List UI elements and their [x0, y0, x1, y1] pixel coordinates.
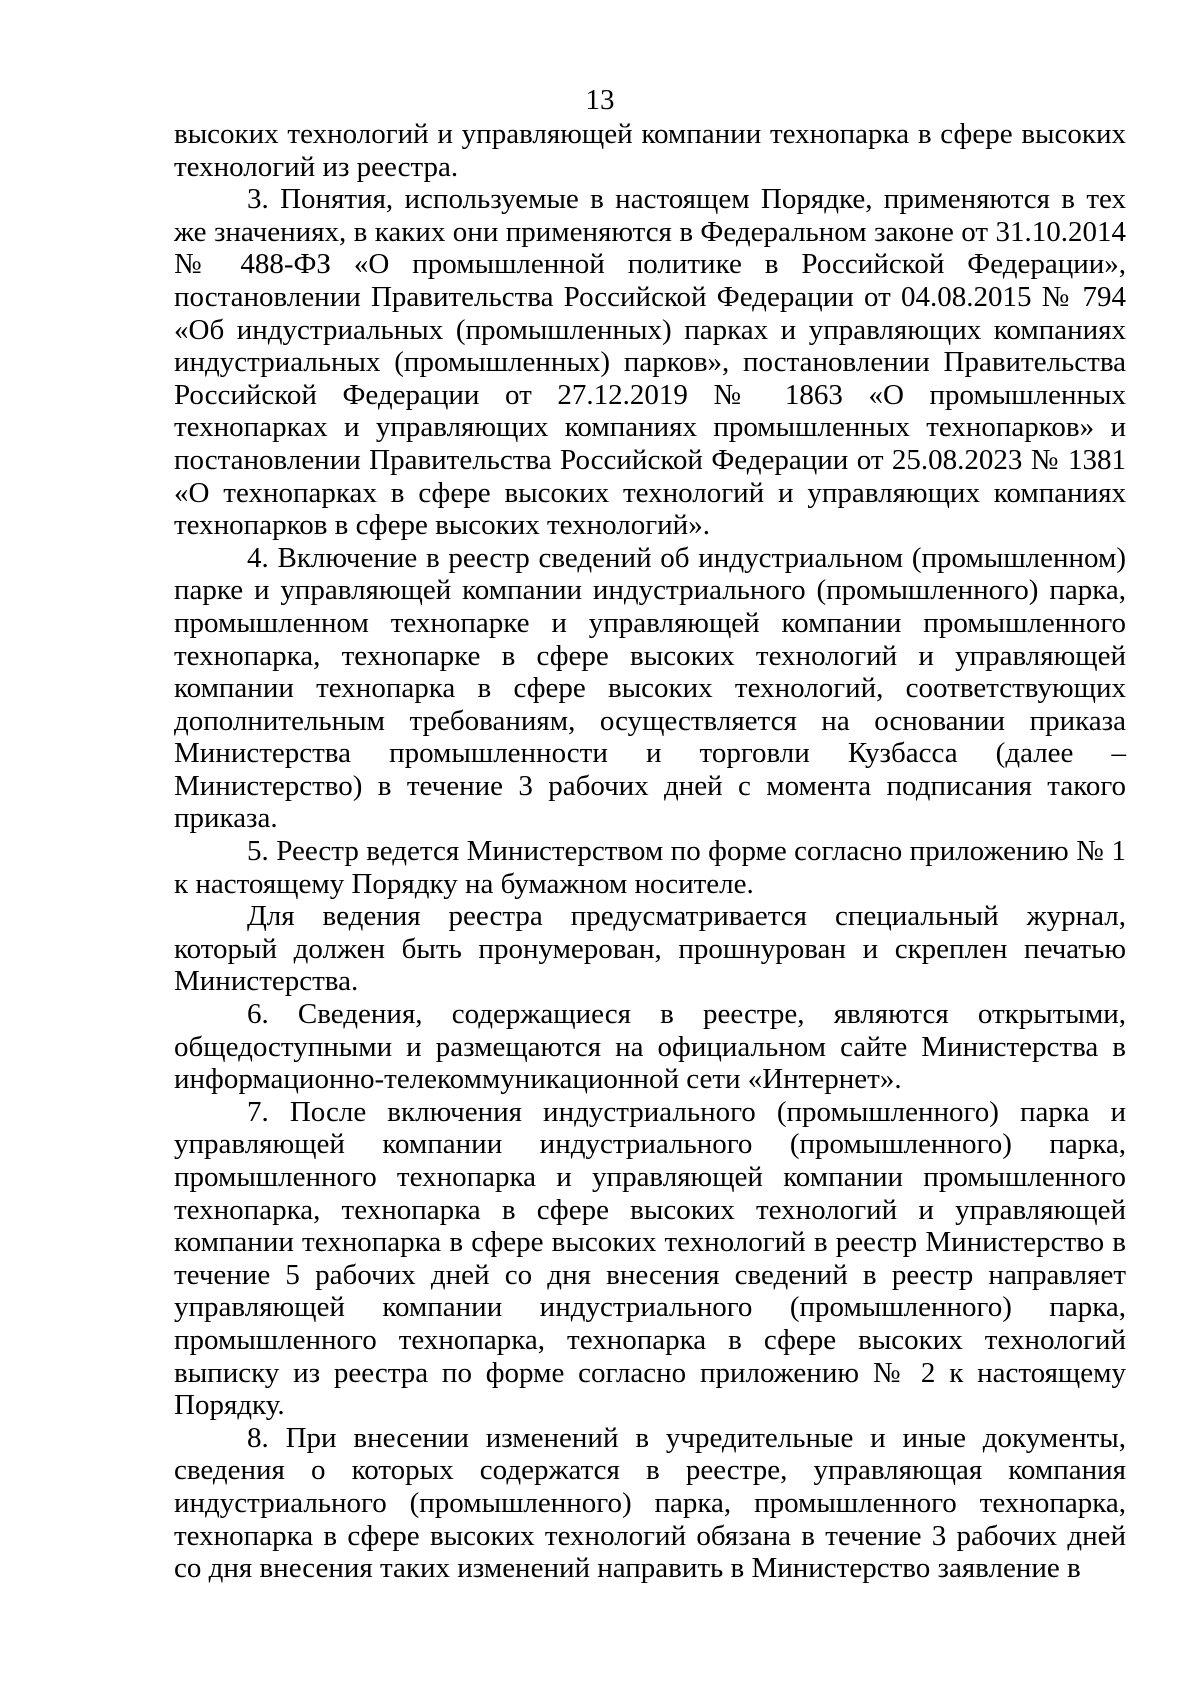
- paragraph-item-3: 3. Понятия, используемые в настоящем Порядке, применяются в тех же значениях, в каких они применяются в Федеральном законе от 31.10.2014 № 488-ФЗ «О промышленной политике в Российской Федерации», постановлении Правительства Российской Федерации от 04.08.2015 № 794 «Об индустриальных (промышленных) парках и управляющих компаниях индустриальных (промышленных) парков», постановлении Правительства Российской Федерации от 27.12.2019 № 1863 «О промышленных технопарках и управляющих компаниях промышленных технопарков» и постановлении Правительства Российской Федерации от 25.08.2023 № 1381 «О технопарках в сфере высоких технологий и управляющих компаниях технопарков в сфере высоких технологий».: [174, 183, 1126, 542]
- paragraph-continuation: высоких технологий и управляющей компании технопарка в сфере высоких технологий из реестра.: [174, 118, 1126, 183]
- paragraph-item-4: 4. Включение в реестр сведений об индустриальном (промышленном) парке и управляющей компании индустриального (промышленного) парка, промышленном технопарке и управляющей компании промышленного технопарка, технопарке в сфере высоких технологий и управляющей компании технопарка в сфере высоких технологий, соответствующих дополнительным требованиям, осуществляется на основании приказа Министерства промышленности и торговли Кузбасса (далее – Министерство) в течение 3 рабочих дней с момента подписания такого приказа.: [174, 541, 1126, 835]
- page-number: 13: [585, 84, 615, 116]
- paragraph-item-7: 7. После включения индустриального (промышленного) парка и управляющей компании индустриального (промышленного) парка, промышленного технопарка и управляющей компании промышленного технопарка, технопарка в сфере высоких технологий и управляющей компании технопарка в сфере высоких технологий в реестр Министерство в течение 5 рабочих дней со дня внесения сведений в реестр направляет управляющей компании индустриального (промышленного) парка, промышленного технопарка, технопарка в сфере высоких технологий выписку из реестра по форме согласно приложению № 2 к настоящему Порядку.: [174, 1095, 1126, 1422]
- document-body: [174, 118, 1126, 1585]
- paragraph-item-6: 6. Сведения, содержащиеся в реестре, являются открытыми, общедоступными и размещаются на официальном сайте Министерства в информационно-телекоммуникационной сети «Интернет».: [174, 998, 1126, 1096]
- paragraph-item-5: 5. Реестр ведется Министерством по форме согласно приложению № 1 к настоящему Порядку на бумажном носителе.: [174, 835, 1126, 900]
- paragraph-item-5-journal: Для ведения реестра предусматривается специальный журнал, который должен быть пронумерован, прошнурован и скреплен печатью Министерства.: [174, 900, 1126, 998]
- paragraph-item-8: 8. При внесении изменений в учредительные и иные документы, сведения о которых содержатся в реестре, управляющая компания индустриального (промышленного) парка, промышленного технопарка, технопарка в сфере высоких технологий обязана в течение 3 рабочих дней со дня внесения таких изменений направить в Министерство заявление в: [174, 1421, 1126, 1585]
